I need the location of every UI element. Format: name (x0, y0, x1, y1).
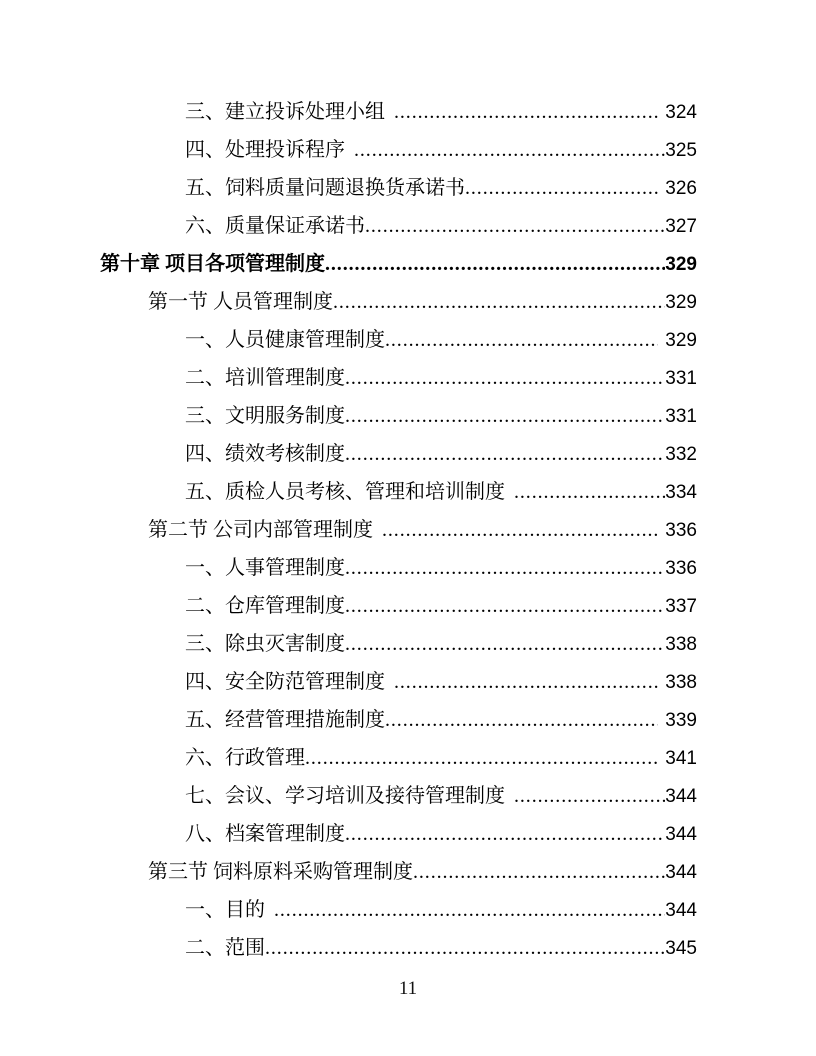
toc-entry[interactable] (0, 663, 816, 701)
toc-entry-page-number: 331 (665, 406, 697, 427)
toc-entry-page-number: 345 (665, 938, 697, 959)
toc-entry-title: 第二节 公司内部管理制度 (148, 519, 373, 541)
dot-leader (514, 482, 665, 502)
dot-leader (345, 406, 665, 426)
toc-entry-page-number: 341 (665, 748, 697, 769)
dot-leader (345, 444, 665, 464)
toc-entry[interactable] (0, 245, 816, 283)
toc-entry[interactable] (0, 359, 816, 397)
toc-entry[interactable] (0, 511, 816, 549)
dot-leader (325, 254, 665, 274)
dot-leader (345, 634, 665, 654)
toc-entry-page-number: 344 (665, 900, 697, 921)
toc-entry-page-number: 334 (665, 482, 697, 503)
dot-leader (345, 596, 665, 616)
toc-entry-title: 二、仓库管理制度 (185, 595, 345, 617)
toc-entry-title: 第三节 饲料原料采购管理制度 (148, 861, 413, 883)
toc-entry[interactable] (0, 397, 816, 435)
dot-leader (354, 140, 665, 160)
toc-entry-title: 第一节 人员管理制度 (148, 291, 333, 313)
toc-entry-title: 四、安全防范管理制度 (185, 671, 385, 693)
toc-entry[interactable] (0, 93, 816, 131)
toc-entry-page-number: 336 (665, 520, 697, 541)
toc-entry-title: 六、行政管理 (185, 747, 305, 769)
dot-leader (274, 900, 665, 920)
toc-entry-page-number: 336 (665, 558, 697, 579)
toc-entry-title: 一、人事管理制度 (185, 557, 345, 579)
toc-entry[interactable] (0, 321, 816, 359)
toc-entry[interactable] (0, 815, 816, 853)
toc-entry[interactable] (0, 587, 816, 625)
toc-entry-page-number: 329 (665, 254, 697, 275)
toc-entry[interactable] (0, 549, 816, 587)
toc-entry-title: 五、质检人员考核、管理和培训制度 (185, 481, 505, 503)
toc-entry[interactable] (0, 891, 816, 929)
toc-entry-page-number: 339 (665, 710, 697, 731)
toc-entry-title: 三、建立投诉处理小组 (185, 101, 385, 123)
dot-leader (333, 292, 665, 312)
toc-entry-page-number: 325 (665, 140, 697, 161)
toc-entry-page-number: 326 (665, 178, 697, 199)
dot-leader (394, 672, 658, 692)
toc-entry-page-number: 344 (665, 786, 697, 807)
toc-entry[interactable] (0, 739, 816, 777)
toc-entry-page-number: 344 (665, 824, 697, 845)
toc-entry-page-number: 327 (665, 216, 697, 237)
toc-entry-page-number: 324 (665, 102, 697, 123)
toc-entry-title: 三、文明服务制度 (185, 405, 345, 427)
toc-entry[interactable] (0, 777, 816, 815)
dot-leader (465, 178, 658, 198)
toc-entry-page-number: 338 (665, 672, 697, 693)
dot-leader (305, 748, 658, 768)
page-number: 11 (398, 978, 418, 999)
toc-entry[interactable] (0, 207, 816, 245)
toc-entry[interactable] (0, 473, 816, 511)
toc-entry[interactable] (0, 625, 816, 663)
toc-entry-title: 第十章 项目各项管理制度 (100, 253, 325, 275)
toc-entry-title: 六、质量保证承诺书 (185, 215, 365, 237)
toc-entry-page-number: 337 (665, 596, 697, 617)
toc-entry-title: 三、除虫灭害制度 (185, 633, 345, 655)
toc-entry-page-number: 329 (665, 292, 697, 313)
toc-entry-title: 一、目的 (185, 899, 265, 921)
toc-entry[interactable] (0, 435, 816, 473)
toc-entry-title: 四、绩效考核制度 (185, 443, 345, 465)
dot-leader (385, 330, 658, 350)
dot-leader (365, 216, 665, 236)
toc-entry[interactable] (0, 169, 816, 207)
dot-leader (382, 520, 658, 540)
toc-entry-title: 八、档案管理制度 (185, 823, 345, 845)
dot-leader (385, 710, 658, 730)
toc-entry[interactable] (0, 853, 816, 891)
toc-entry-page-number: 338 (665, 634, 697, 655)
toc-entry-page-number: 331 (665, 368, 697, 389)
dot-leader (345, 558, 665, 578)
toc-entry[interactable] (0, 283, 816, 321)
toc-entry[interactable] (0, 131, 816, 169)
dot-leader (514, 786, 665, 806)
toc-entry-title: 二、培训管理制度 (185, 367, 345, 389)
toc-entry[interactable] (0, 701, 816, 739)
toc-entry-page-number: 332 (665, 444, 697, 465)
table-of-contents (0, 93, 816, 967)
toc-entry-title: 四、处理投诉程序 (185, 139, 345, 161)
dot-leader (394, 102, 658, 122)
dot-leader (265, 938, 665, 958)
toc-entry-page-number: 344 (665, 862, 697, 883)
toc-entry-title: 七、会议、学习培训及接待管理制度 (185, 785, 505, 807)
toc-entry-title: 一、人员健康管理制度 (185, 329, 385, 351)
toc-entry-title: 五、饲料质量问题退换货承诺书 (185, 177, 465, 199)
toc-entry-title: 五、经营管理措施制度 (185, 709, 385, 731)
dot-leader (345, 368, 665, 388)
toc-entry-title: 二、范围 (185, 937, 265, 959)
dot-leader (345, 824, 665, 844)
dot-leader (413, 862, 665, 882)
toc-entry-page-number: 329 (665, 330, 697, 351)
toc-entry[interactable] (0, 929, 816, 967)
